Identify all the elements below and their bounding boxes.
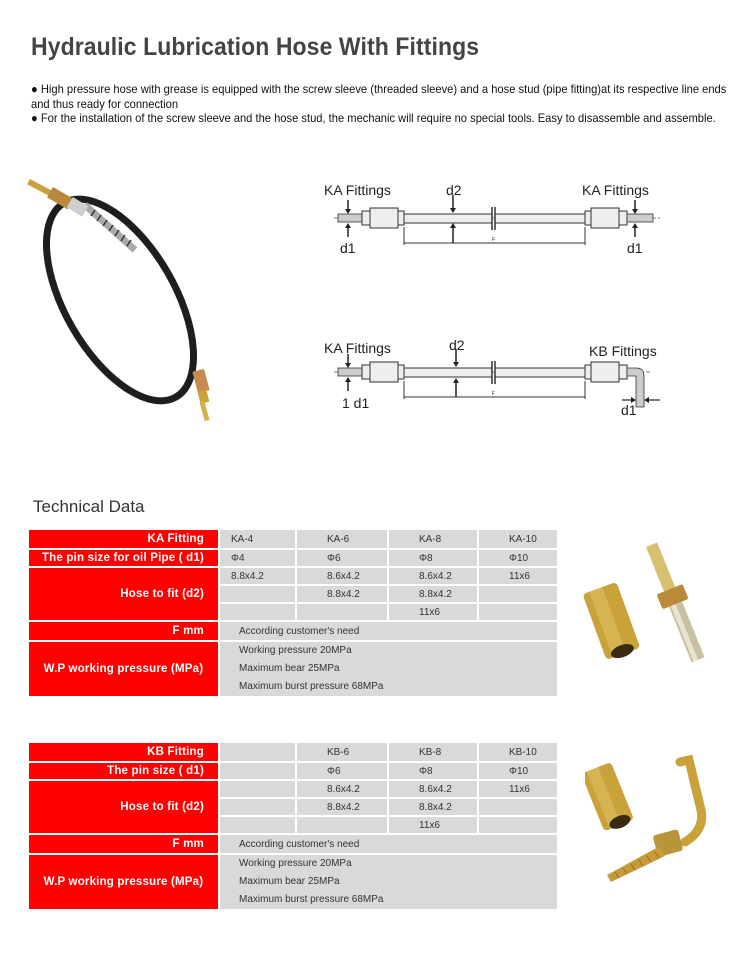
- table-row: [29, 763, 557, 779]
- cell-hose: 8.8x4.2: [297, 799, 387, 815]
- page-title: Hydraulic Lubrication Hose With Fittings: [31, 33, 480, 61]
- row-label-wp: W.P working pressure (MPa): [29, 642, 218, 696]
- cell-wp-values: [220, 642, 557, 696]
- row-label-hose: Hose to fit (d2): [29, 568, 218, 620]
- cell-hose: [220, 781, 295, 797]
- cell-hose: [479, 817, 557, 833]
- table-row: [29, 781, 557, 797]
- ka-spec-table: [27, 528, 559, 698]
- label-d1-right: d1: [627, 240, 643, 256]
- cell-hose: [297, 817, 387, 833]
- wp-line: Maximum burst pressure 68MPa: [239, 681, 384, 692]
- cell-hose: 8.8x4.2: [389, 586, 477, 602]
- wp-line: Working pressure 20MPa: [239, 645, 352, 656]
- cell-model: KB-10: [479, 743, 557, 761]
- wp-line: Maximum burst pressure 68MPa: [239, 894, 384, 905]
- table-row: [29, 530, 557, 548]
- cell-hose: [220, 586, 295, 602]
- table-row: [29, 642, 557, 696]
- cell-pin: Φ10: [479, 763, 557, 779]
- cell-f-value: According customer's need: [220, 622, 557, 640]
- cell-pin: Φ4: [220, 550, 295, 566]
- cell-hose: 8.6x4.2: [297, 568, 387, 584]
- cell-hose: 8.8x4.2: [389, 799, 477, 815]
- table-row: [29, 550, 557, 566]
- cell-pin: Φ8: [389, 763, 477, 779]
- diagram-ka-ka: [320, 175, 670, 265]
- label-right-fitting: KB Fittings: [589, 343, 657, 359]
- cell-model: KA-10: [479, 530, 557, 548]
- cell-model: KA-8: [389, 530, 477, 548]
- cell-hose: 8.8x4.2: [297, 586, 387, 602]
- label-d2: d2: [446, 182, 462, 198]
- cell-model: [220, 743, 295, 761]
- kb-spec-table: [27, 741, 559, 911]
- wp-line: Maximum bear 25MPa: [239, 876, 340, 887]
- cell-pin: Φ6: [297, 763, 387, 779]
- row-label-f: F mm: [29, 835, 218, 853]
- cell-hose: [479, 604, 557, 620]
- wp-line: Maximum bear 25MPa: [239, 663, 340, 674]
- cell-hose: 8.6x4.2: [297, 781, 387, 797]
- label-right-fitting: KA Fittings: [582, 182, 649, 198]
- description: [31, 82, 727, 126]
- cell-pin: Φ8: [389, 550, 477, 566]
- row-label-pin-size: The pin size ( d1): [29, 763, 218, 779]
- cell-hose: [297, 604, 387, 620]
- label-left-fitting: KA Fittings: [324, 340, 391, 356]
- row-label-hose: Hose to fit (d2): [29, 781, 218, 833]
- hose-photo: [25, 165, 265, 430]
- row-label-fitting: KA Fitting: [29, 530, 218, 548]
- cell-pin: [220, 763, 295, 779]
- cell-f-value: According customer's need: [220, 835, 557, 853]
- label-d2: d2: [449, 337, 465, 353]
- kb-fitting-photo: [585, 750, 735, 890]
- cell-hose: 11x6: [479, 781, 557, 797]
- label-f: F: [492, 237, 496, 243]
- cell-model: KA-4: [220, 530, 295, 548]
- table-row: [29, 743, 557, 761]
- ka-fitting-photo: [580, 540, 730, 665]
- cell-model: KB-6: [297, 743, 387, 761]
- row-label-wp: W.P working pressure (MPa): [29, 855, 218, 909]
- diagram-ka-kb: [320, 335, 670, 425]
- cell-hose: 8.6x4.2: [389, 568, 477, 584]
- cell-hose: 11x6: [389, 817, 477, 833]
- cell-hose: 8.6x4.2: [389, 781, 477, 797]
- bullet-1: ● High pressure hose with grease is equipped with the screw sleeve (threaded sleeve) and a hose stud (pipe fitting)at its respective line ends and thus ready for connection: [31, 82, 727, 111]
- bullet-2: ● For the installation of the screw sleeve and the hose stud, the mechanic will require no special tools. Easy to disassemble and assemble.: [31, 111, 716, 125]
- cell-hose: [479, 799, 557, 815]
- row-label-pin-size: The pin size for oil Pipe ( d1): [29, 550, 218, 566]
- cell-hose: [220, 817, 295, 833]
- cell-wp-values: [220, 855, 557, 909]
- cell-model: KA-6: [297, 530, 387, 548]
- table-row: [29, 568, 557, 584]
- row-label-f: F mm: [29, 622, 218, 640]
- table-row: [29, 622, 557, 640]
- cell-hose: [479, 586, 557, 602]
- cell-hose: [220, 799, 295, 815]
- label-f: F: [492, 391, 496, 397]
- cell-hose: 11x6: [389, 604, 477, 620]
- cell-pin: Φ10: [479, 550, 557, 566]
- section-title: Technical Data: [33, 497, 145, 516]
- label-left-fitting: KA Fittings: [324, 182, 391, 198]
- label-d1-left: 1 d1: [342, 395, 370, 411]
- label-d1-left: d1: [340, 240, 356, 256]
- cell-hose: 8.8x4.2: [220, 568, 295, 584]
- label-d1-right: d1: [621, 402, 637, 418]
- cell-model: KB-8: [389, 743, 477, 761]
- row-label-fitting: KB Fitting: [29, 743, 218, 761]
- wp-line: Working pressure 20MPa: [239, 858, 352, 869]
- cell-hose: 11x6: [479, 568, 557, 584]
- table-row: [29, 855, 557, 909]
- cell-pin: Φ6: [297, 550, 387, 566]
- table-row: [29, 835, 557, 853]
- cell-hose: [220, 604, 295, 620]
